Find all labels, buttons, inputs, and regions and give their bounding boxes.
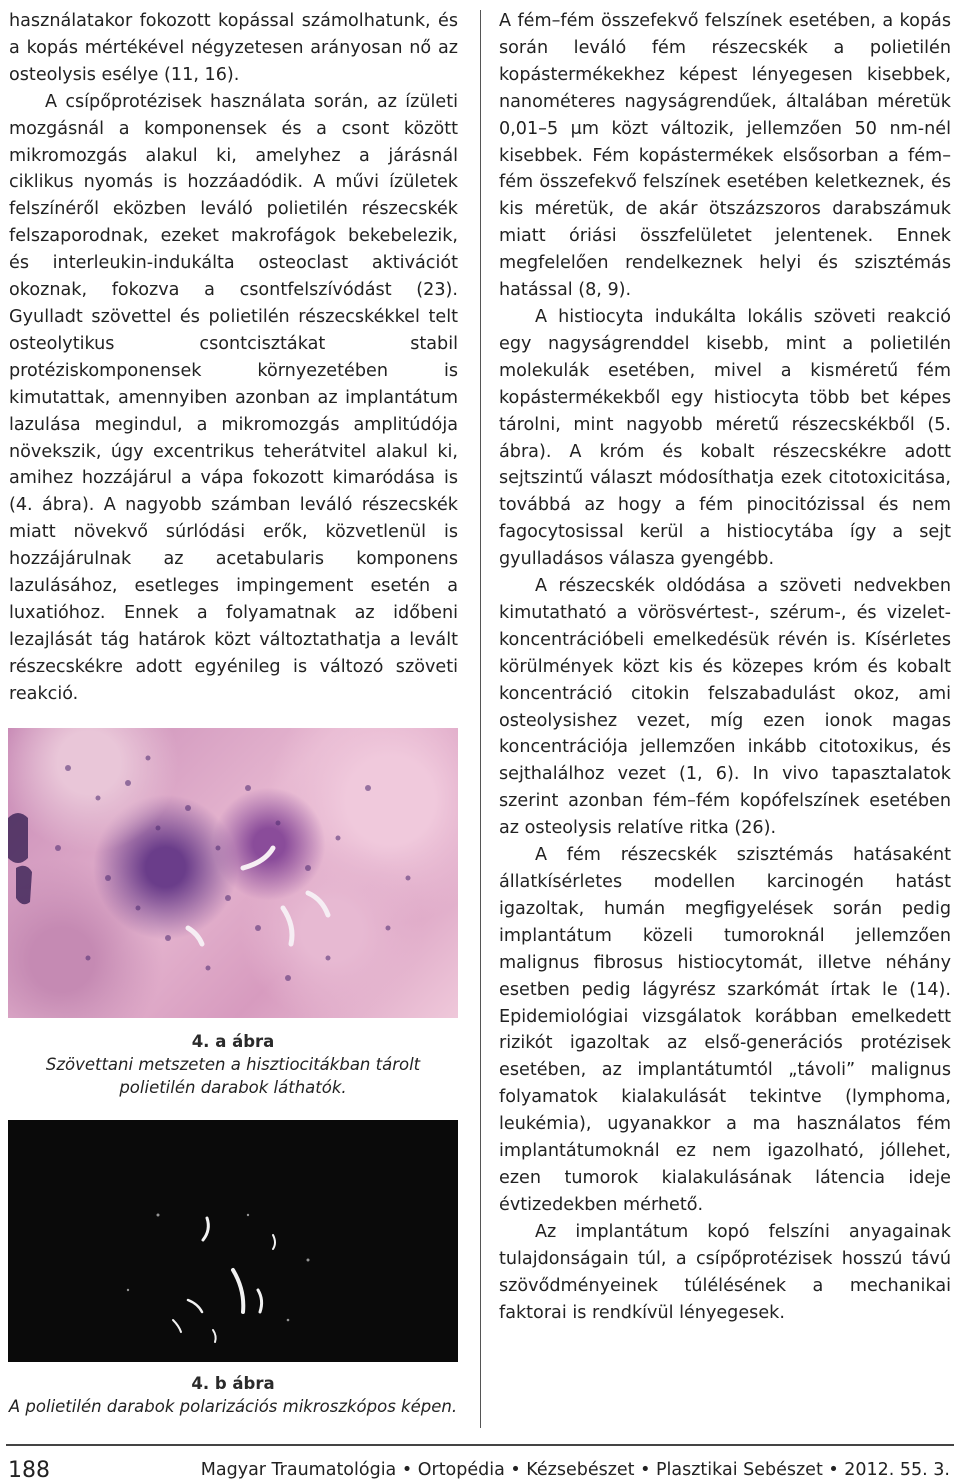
histology-texture [8, 728, 458, 1018]
body-paragraph: A részecskék oldódása a szöveti nedvekben kimutatható a vörösvértest-, szérum-, és vizelet-koncentrációbeli emelkedésük révén is. Kísérletes körülmények közt kis és közepes króm és kobalt koncentráció citokin felszabadulást okoz, ami osteolysishez vezet, míg ezen ionok magas koncentrációja jellemzően inkább citotoxikus, és sejthalálhoz vezet (1, 6). In vivo tapasztalatok szerint azonban fém–fém kopófelszínek esetében az osteolysis relatíve ritka (26). [499, 576, 951, 839]
polarization-microscopy-image [8, 1120, 458, 1362]
figure-4a [8, 728, 458, 1099]
journal-title: Magyar Traumatológia • Ortopédia • Kézsebészet • Plasztikai Sebészet • 2012. 55. 3. [200, 1460, 950, 1480]
figure-number: 4. b ábra [191, 1374, 275, 1393]
column-divider [480, 10, 481, 1428]
left-text-column [9, 8, 458, 708]
figure-caption [8, 1030, 458, 1099]
figure-4b [8, 1120, 458, 1418]
body-paragraph: A fém részecskék szisztémás hatásaként állatkísérletes modellen karcinogén hatást igazoltak, humán megfigyelések során pedig implantátum közeli tumoroknál jellemzően malignus fibrosus histiocytomát, illetve néhány esetben pedig lágyrész szarkómát írtak le (14). Epidemiológiai vizsgálatok korábban emelkedett rizikót igazoltak az első-generációs protézisek esetében, az implantátumtól „távoli” malignus folyamatok kialakulását tekintve (lymphoma, leukémia), ugyanakkor a ma használatos fém implantátumoknál ez nem igazolható, jóllehet, ezen tumorok kialakulásának látencia ideje évtizedekben mérhető. [499, 845, 951, 1215]
figure-caption-text: A polietilén darabok polarizációs mikroszkópos képen. [8, 1397, 458, 1416]
polarized-particles [8, 1120, 458, 1362]
figure-caption-text: Szövettani metszeten a hisztiocitákban tárolt polietilén darabok láthatók. [45, 1055, 421, 1097]
histology-image [8, 728, 458, 1018]
body-paragraph: használatakor fokozott kopással számolhatunk, és a kopás mértékével négyzetesen arányosan nő az osteolysis esélye (11, 16). [9, 11, 458, 85]
footer-rule [6, 1444, 954, 1446]
body-paragraph: A histiocyta indukálta lokális szöveti reakció egy nagyságrenddel kisebb, mint a polietilén molekulák esetében, mivel a kisméretű fém kopástermékekből egy histiocyta több bet képes tárolni, mint nagyobb méretű részecskékből (5. ábra). A króm és kobalt részecskékre adott sejtszintű választ módosíthatja ezek citotoxicitása, továbbá az hogy a fém pinocitózissal és nem fagocytosissal kerül a histiocytába így a sejt gyulladásos válasza gyengébb. [499, 306, 951, 570]
page-number: 188 [8, 1458, 50, 1483]
body-paragraph: Az implantátum kopó felszíni anyagainak tulajdonságain túl, a csípőprotézisek hosszú távú szövődményeinek túlélésének a mechanikai faktorai is rendkívül lényegesek. [499, 1221, 951, 1323]
right-text-column [499, 8, 951, 1326]
figure-number: 4. a ábra [191, 1032, 275, 1051]
figure-caption [8, 1372, 458, 1418]
body-paragraph: A csípőprotézisek használata során, az ízületi mozgásnál a komponensek és a csont között mikromozgás alakul ki, amelyhez a járásnál ciklikus nyomás is hozzáadódik. A művi ízületek felszínéről eközben leváló polietilén részecskék felszaporodnak, ezeket makrofágok bekebelezik, és interleukin-indukálta osteoclast aktivációt okoznak, fokozva a csontfelszívódást (23). Gyulladt szövettel és polietilén részecskékkel telt osteolytikus csontcisztákat stabil protéziskomponensek környezetében is kimutattak, amennyiben azonban az implantátum lazulása megindul, a mikromozgás amplitúdója növekszik, úgy excentrikus teherátvitel alakul ki, amihez hozzájárul a vápa fokozott kimaródása is (4. ábra). A nagyobb számban leváló részecskék miatt növekvő súrlódási erők, közvetlenül is hozzájárulnak az acetabularis komponens lazulásához, esetleges impingement esetén a luxatióhoz. Ennek a folyamatnak az időbeni lezajlását tág határok közt változtathatja a levált részecskékre adott egyénileg is változó szöveti reakció. [9, 91, 458, 704]
body-paragraph: A fém–fém összefekvő felszínek esetében, a kopás során leváló fém részecskék a polietilén kopástermékekhez képest lényegesen kisebbek, nanométeres nagyságrendűek, általában méretük 0,01–5 μm közt változik, jellemzően 50 nm-nél kisebbek. Fém kopástermékek elsősorban a fém–fém összefekvő felszínek esetében keletkeznek, és kis méretük, de akár ötszázszoros darabszámuk miatt óriási összfelületet jelentenek. Ennek megfelelően rendelkeznek helyi és szisztémás hatással (8, 9). [499, 11, 951, 301]
